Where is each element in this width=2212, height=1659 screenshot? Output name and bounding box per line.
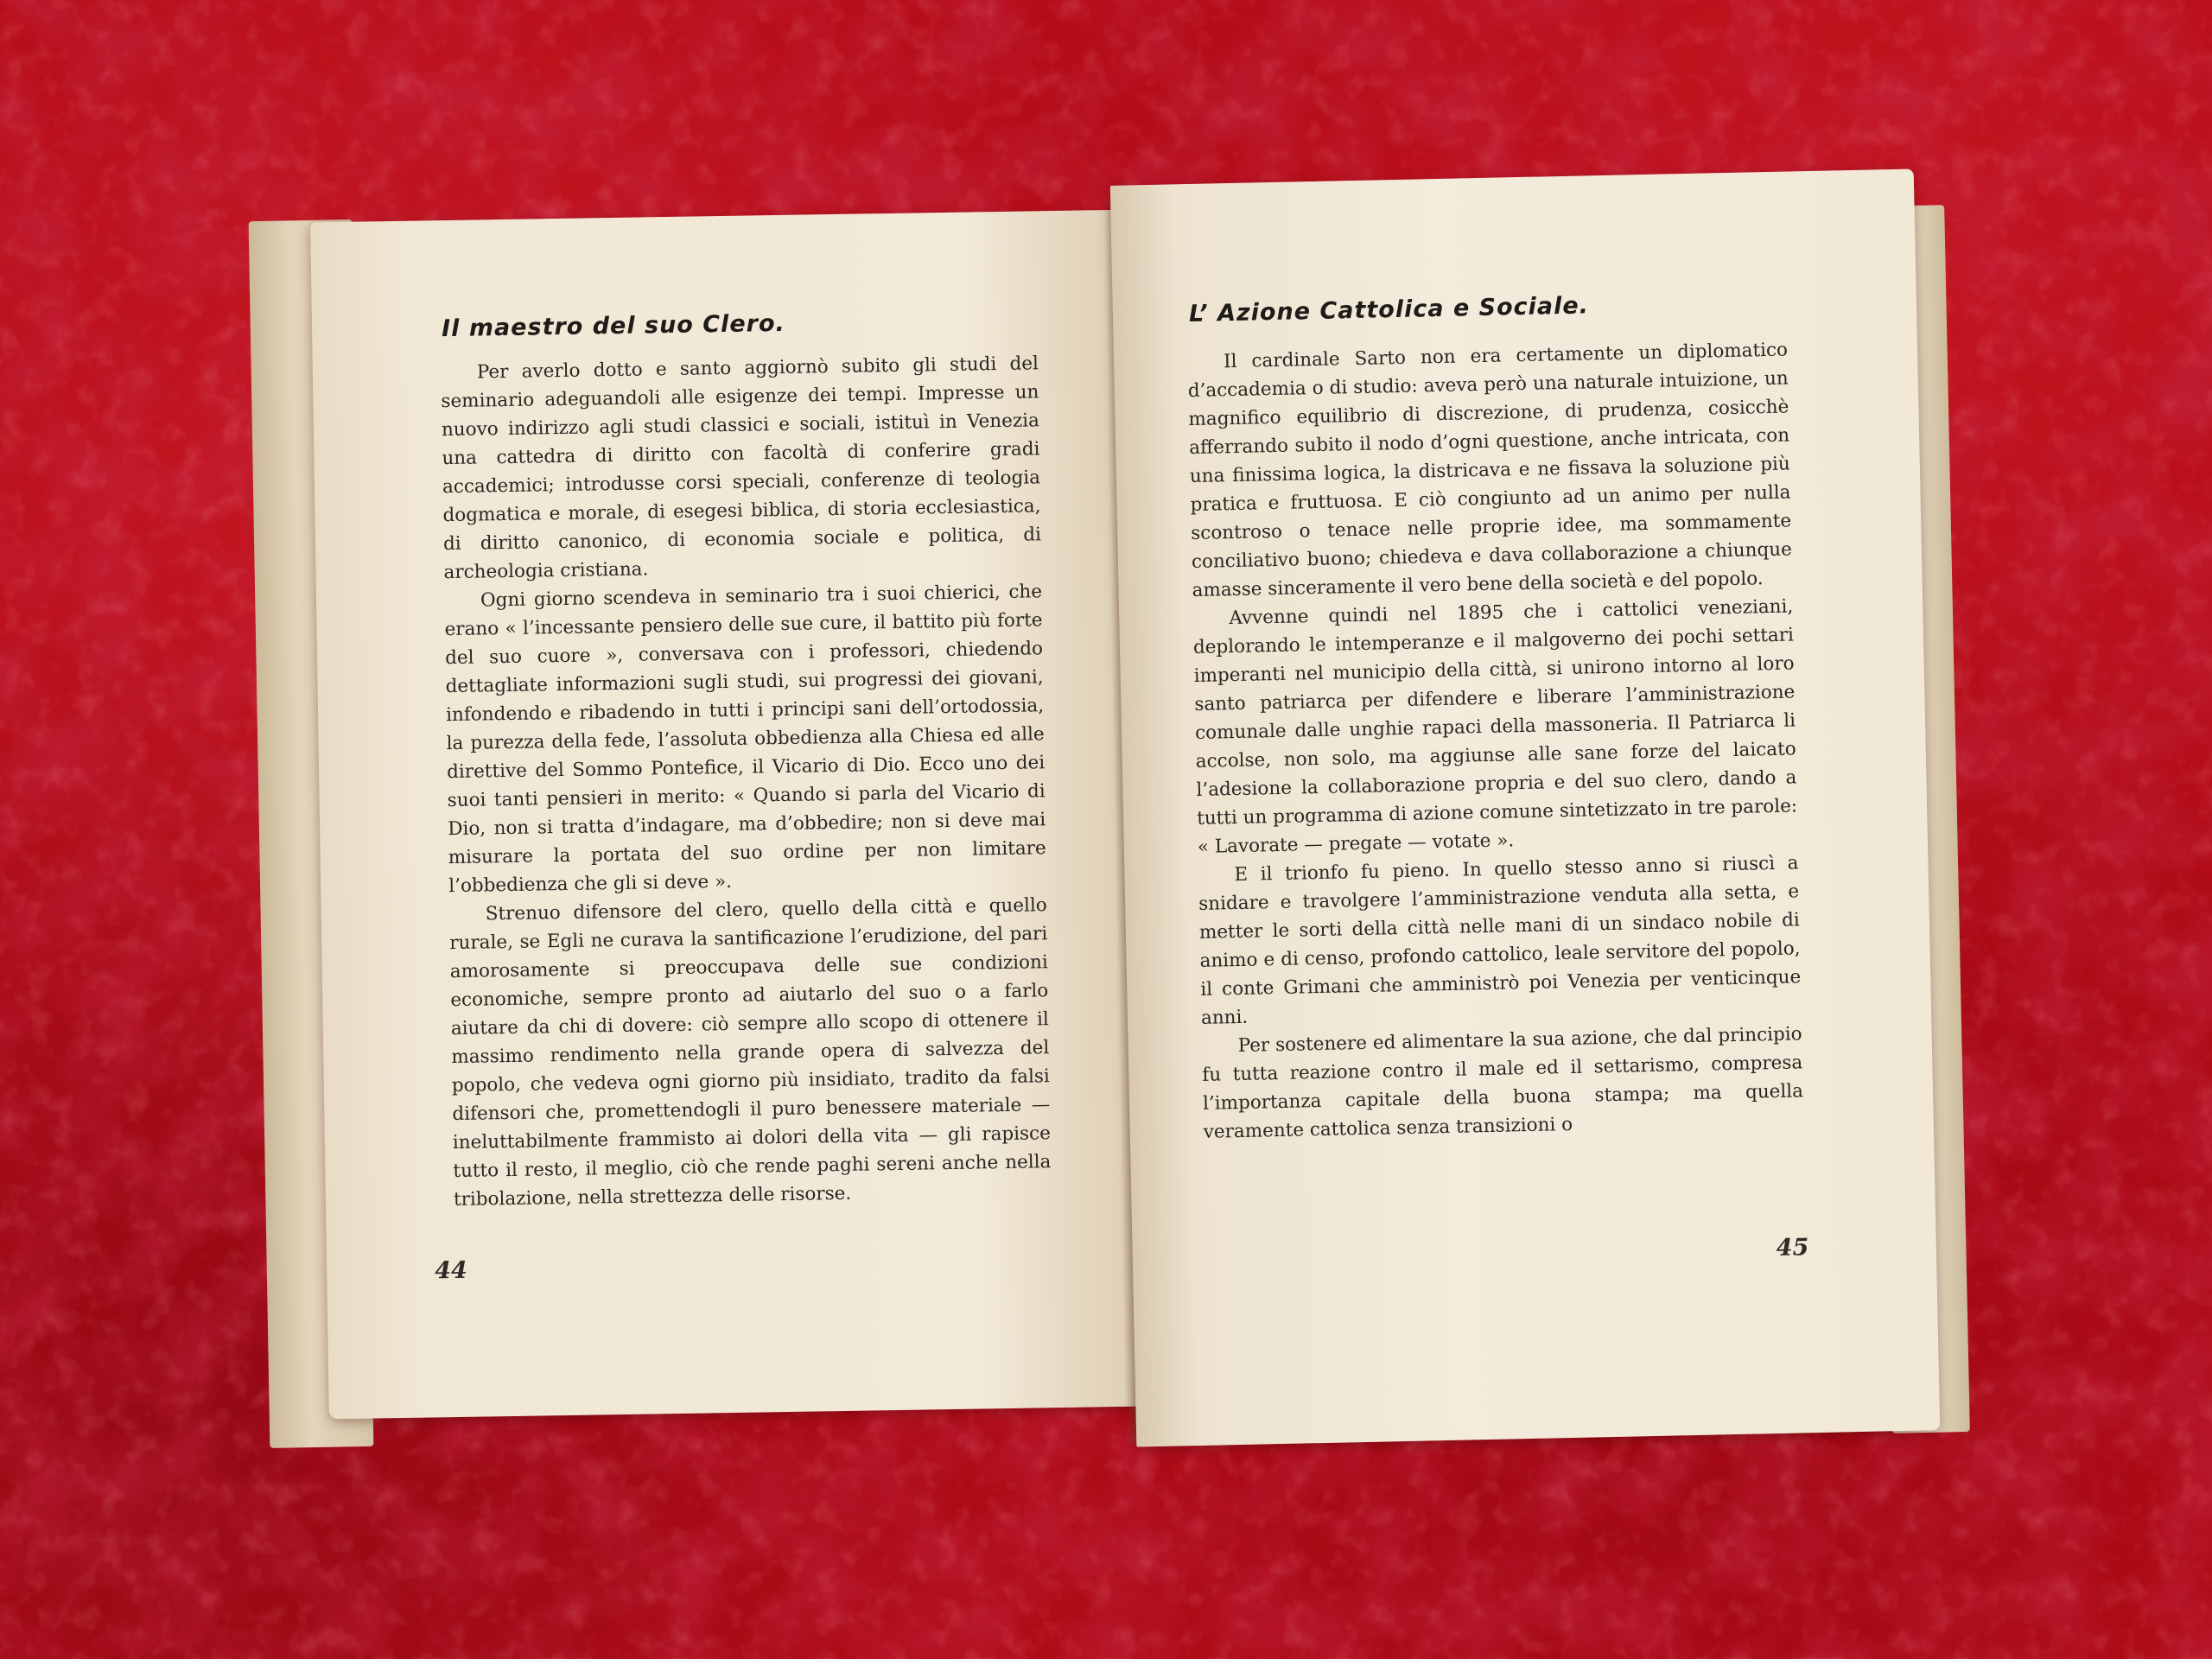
left-page bbox=[310, 210, 1146, 1420]
left-page-number: 44 bbox=[435, 1256, 468, 1285]
right-page-heading: L’ Azione Cattolica e Sociale. bbox=[1188, 292, 1590, 328]
left-paragraph: Strenuo difensore del clero, quello della città e quello rurale, se Egli ne curava la santificazione l’erudizione, del pari amorosamente si preoccupava delle sue condizioni economiche, sempre pronto ad aiutarlo del suo o a farlo aiutare da chi di dovere: ciò sempre allo scopo di ottenere il massimo rendimento nella grande opera di salvezza del popolo, che vedeva ogni giorno più insidiato, tradito da falsi difensori che, promettendogli il puro benessere materiale — ineluttabilmente frammisto ai dolori della vita — gli rapisce tutto il resto, il meglio, ciò che rende paghi sereni anche nella tribolazione, nella strettezza delle risorse. bbox=[449, 894, 1052, 1211]
right-paragraph: E il trionfo fu pieno. In quello stesso anno si riuscì a snidare e travolgere l’amministrazione venduta alla setta, e metter le sorti della città nelle mani di un sindaco nobile di animo e di censo, profondo cattolico, leale servitore del popolo, il conte Grimani che amministrò poi Venezia per venticinque anni. bbox=[1198, 852, 1802, 1029]
left-page-heading: Il maestro del suo Clero. bbox=[441, 309, 785, 343]
left-paragraph: Ogni giorno scendeva in seminario tra i suoi chierici, che erano « l’incessante pensiero delle sue cure, il battito più forte del suo cuore », conversava con i professori, chiedendo dettagliate informazioni sugli studi, sui progressi dei giovani, infondendo e ribadendo in tutti i principi sani dell’ortodossia, la purezza della fede, l’assoluta obbedienza alla Chiesa ed alle direttive del Sommo Pontefice, il Vicario di Dio. Ecco uno dei suoi tanti pensieri in merito: « Quando si parla del Vicario di Dio, non si tratta d’indagare, ma d’obbedire; non si deve mai misurare la portata del suo ordine per non limitare l’obbedienza che gli si deve ». bbox=[444, 581, 1046, 898]
right-page-number: 45 bbox=[1776, 1234, 1809, 1262]
left-paragraph: Per averlo dotto e santo aggiornò subito gli studi del seminario adeguandoli alle esigenze dei tempi. Impresse un nuovo indirizzo agli studi classici e sociali, istituì in Venezia una cattedra di diritto con facoltà di conferire gradi accademici; introdusse corsi speciali, conferenze di teologia dogmatica e morale, di esegesi biblica, di storia ecclesiastica, di diritto canonico, di economia sociale e politica, di archeologia cristiana. bbox=[441, 353, 1042, 584]
right-paragraph: Avvenne quindi nel 1895 che i cattolici veneziani, deplorando le intemperanze e il malgoverno dei pochi settari imperanti nel municipio della città, si unirono intorno al loro santo patriarca per difendere e liberare l’amministrazione comunale dalle unghie rapaci della massoneria. Il Patriarca li accolse, non solo, ma aggiunse alle sane forze del laicato l’adesione la collaborazione propria e del suo clero, dando a tutti un programma di azione comune sintetizzato in tre parole: « Lavorate — pregate — votate ». bbox=[1192, 595, 1798, 858]
right-page bbox=[1110, 168, 1940, 1446]
right-paragraph: Il cardinale Sarto non era certamente un diplomatico d’accademia o di studio: aveva però una naturale intuizione, un magnifico equilibrio di discrezione, di prudenza, cosicchè afferrando subito il nodo d’ogni questione, anche intricata, con una finissima logica, la districava e ne fissava la soluzione più pratica e fruttuosa. E ciò congiunto ad un animo per nulla scontroso o tenace nelle proprie idee, ma sommamente conciliativo buono; chiedeva e dava collaborazione a chiunque amasse sinceramente il vero bene della società e del popolo. bbox=[1187, 339, 1793, 602]
left-page-text bbox=[441, 349, 1052, 1214]
right-page-text bbox=[1187, 336, 1804, 1147]
right-paragraph: Per sostenere ed alimentare la sua azione, che dal principio fu tutta reazione contro il male ed il settarismo, compresa l’importanza capitale della buona stampa; ma quella veramente cattolica senza transizioni o bbox=[1202, 1023, 1804, 1143]
